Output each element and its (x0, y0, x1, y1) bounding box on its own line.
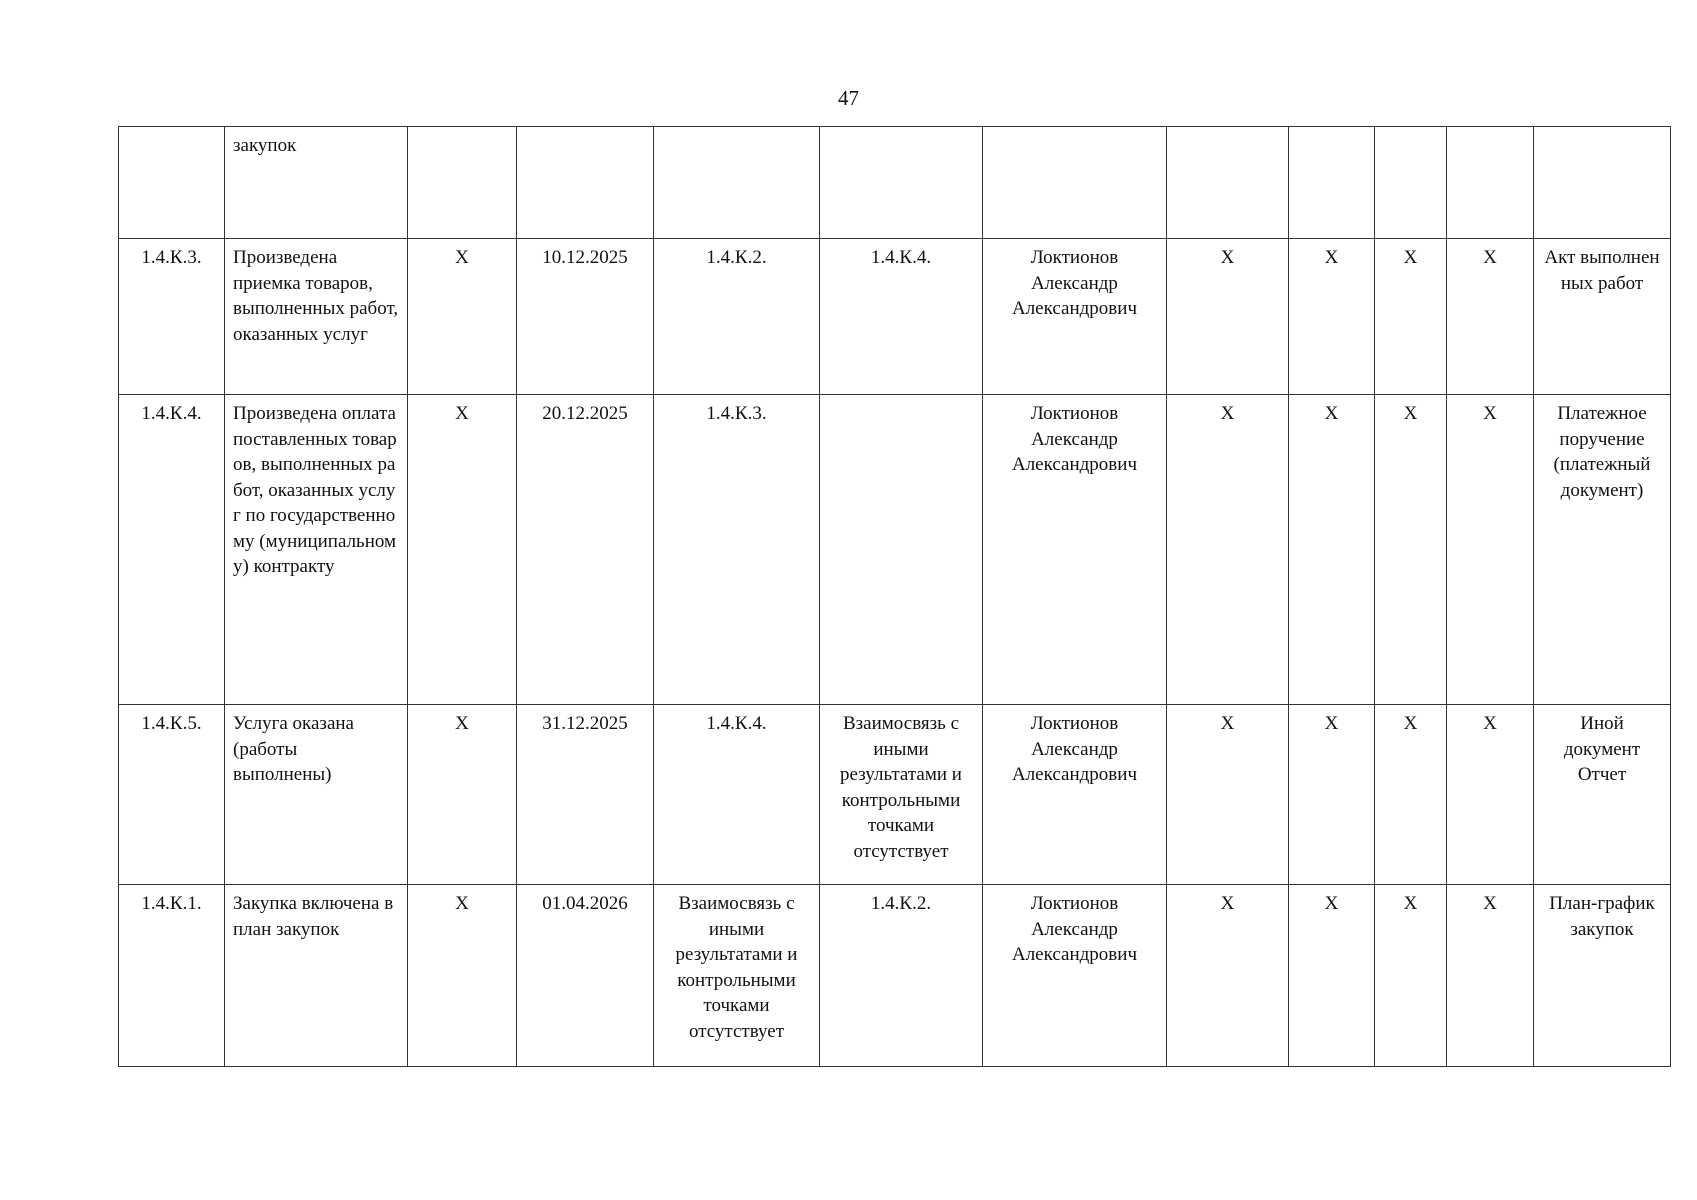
cell-code: 1.4.К.5. (119, 705, 225, 885)
cell-date (517, 127, 654, 239)
cell-predecessor (654, 127, 820, 239)
cell-name: Услуга оказана (работы выполнены) (225, 705, 408, 885)
cell-responsible (983, 127, 1167, 239)
page-number: 47 (838, 86, 859, 110)
cell-mark: X (1289, 395, 1375, 705)
cell-code: 1.4.К.1. (119, 885, 225, 1067)
cell-mark: X (1447, 239, 1534, 395)
table-row (119, 395, 1671, 705)
cell-mark: X (1447, 885, 1534, 1067)
cell-predecessor: 1.4.К.4. (654, 705, 820, 885)
table-row (119, 885, 1671, 1067)
cell-predecessor: 1.4.К.3. (654, 395, 820, 705)
cell-code: 1.4.К.3. (119, 239, 225, 395)
cell-document: План-график закупок (1534, 885, 1671, 1067)
cell-date: 20.12.2025 (517, 395, 654, 705)
cell-responsible: Локтионов Александр Александрович (983, 239, 1167, 395)
cell-mark: X (1375, 705, 1447, 885)
cell-mark: X (408, 705, 517, 885)
cell-mark: X (1167, 885, 1289, 1067)
cell-successor (820, 395, 983, 705)
cell-predecessor: Взаимосвязь с иными результатами и контрольными точками отсутствует (654, 885, 820, 1067)
cell-mark (1447, 127, 1534, 239)
cell-mark: X (1289, 239, 1375, 395)
cell-document: Платежное поручение (платежный документ) (1534, 395, 1671, 705)
cell-date: 31.12.2025 (517, 705, 654, 885)
cell-mark: X (1289, 705, 1375, 885)
cell-mark: X (1447, 705, 1534, 885)
cell-successor: Взаимосвязь с иными результатами и контрольными точками отсутствует (820, 705, 983, 885)
cell-mark: X (1447, 395, 1534, 705)
table-row (119, 239, 1671, 395)
control-points-table (118, 126, 1671, 1067)
cell-mark: X (408, 395, 517, 705)
cell-document (1534, 127, 1671, 239)
cell-code (119, 127, 225, 239)
cell-responsible: Локтионов Александр Александрович (983, 885, 1167, 1067)
table-row (119, 705, 1671, 885)
cell-mark: X (1167, 239, 1289, 395)
cell-mark (1167, 127, 1289, 239)
cell-name: закупок (225, 127, 408, 239)
cell-code: 1.4.К.4. (119, 395, 225, 705)
cell-mark: X (1167, 705, 1289, 885)
cell-successor: 1.4.К.2. (820, 885, 983, 1067)
cell-mark: X (1289, 885, 1375, 1067)
cell-mark: X (1375, 239, 1447, 395)
cell-mark (1375, 127, 1447, 239)
cell-mark: X (408, 885, 517, 1067)
cell-mark (1289, 127, 1375, 239)
cell-responsible: Локтионов Александр Александрович (983, 705, 1167, 885)
table-row (119, 127, 1671, 239)
cell-name: Закупка включена в план закупок (225, 885, 408, 1067)
cell-name: Произведена приемка товаров, выполненных работ, оказанных услуг (225, 239, 408, 395)
cell-document: Иной документ Отчет (1534, 705, 1671, 885)
cell-date: 10.12.2025 (517, 239, 654, 395)
cell-mark: X (1375, 395, 1447, 705)
cell-mark: X (1167, 395, 1289, 705)
cell-successor: 1.4.К.4. (820, 239, 983, 395)
cell-mark: X (1375, 885, 1447, 1067)
cell-predecessor: 1.4.К.2. (654, 239, 820, 395)
cell-name: Произведена оплата поставленных товаров, выполненных работ, оказанных услуг по государственному (муниципальному) контракту (225, 395, 408, 705)
cell-mark (408, 127, 517, 239)
cell-document: Акт выполненных работ (1534, 239, 1671, 395)
cell-mark: X (408, 239, 517, 395)
cell-date: 01.04.2026 (517, 885, 654, 1067)
cell-successor (820, 127, 983, 239)
cell-responsible: Локтионов Александр Александрович (983, 395, 1167, 705)
